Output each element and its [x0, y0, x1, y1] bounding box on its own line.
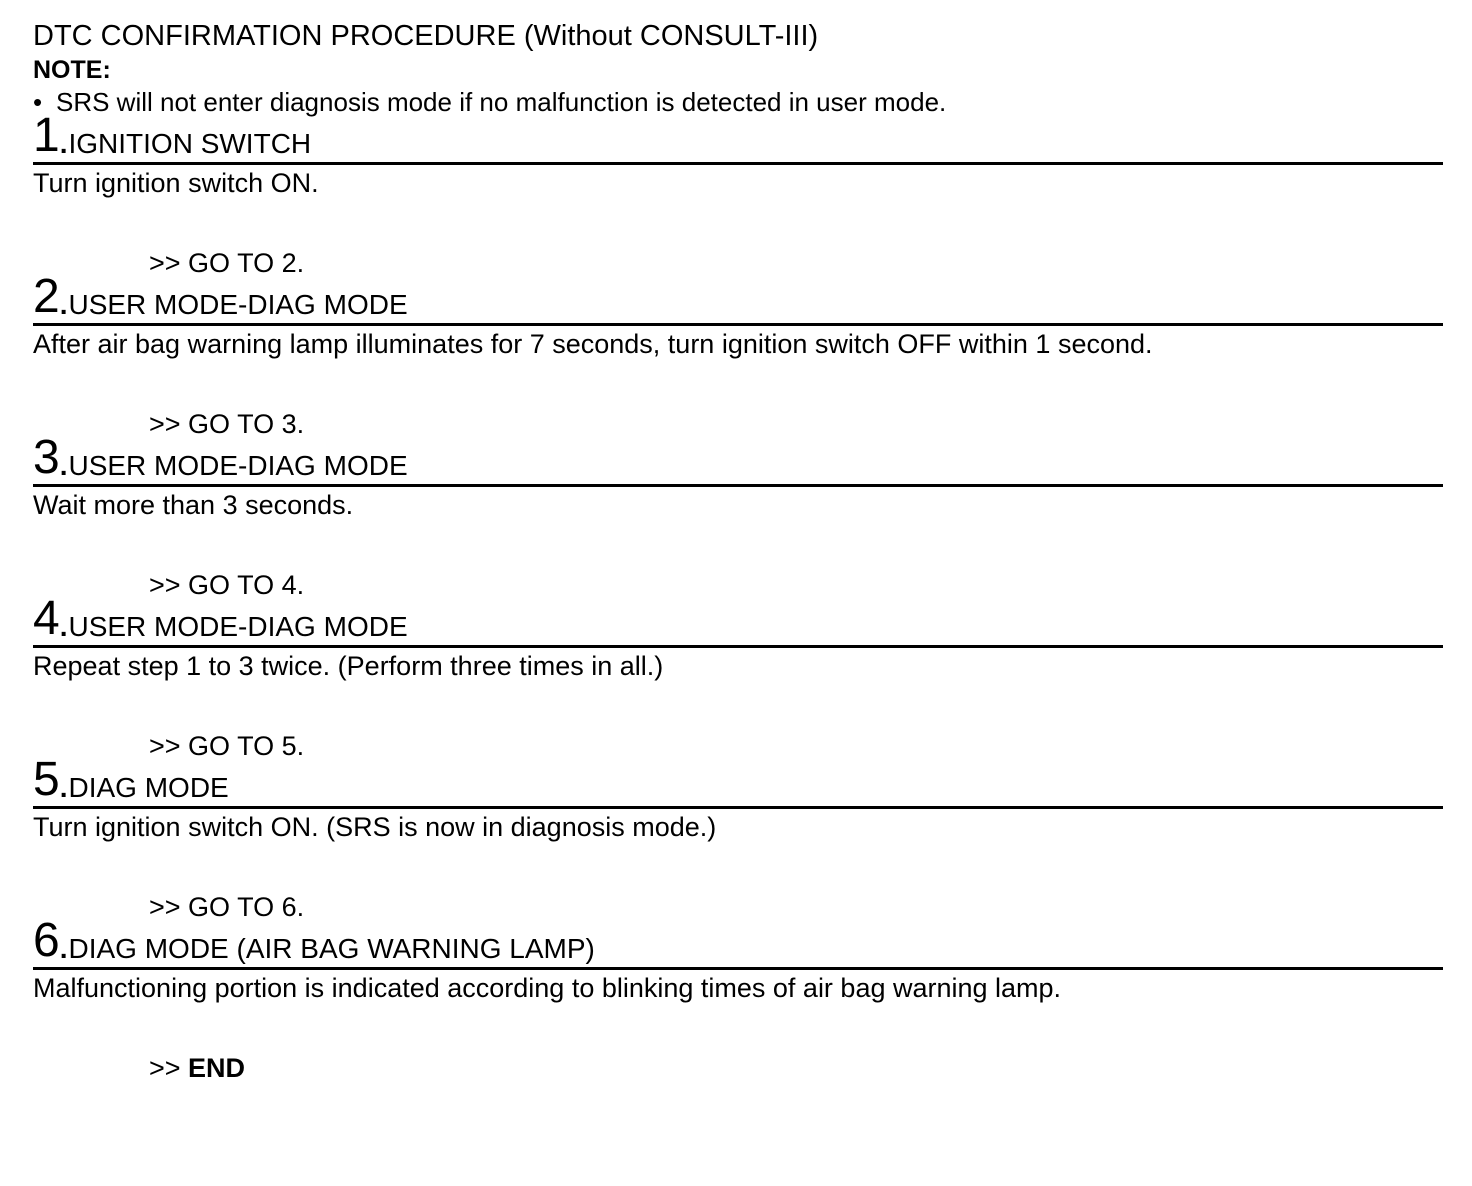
goto-target: GO TO 2.: [188, 248, 305, 278]
step-5: [33, 750, 1443, 923]
goto-target: GO TO 4.: [188, 570, 305, 600]
step-instruction: Turn ignition switch ON. (SRS is now in diagnosis mode.): [33, 812, 717, 842]
step-instruction: After air bag warning lamp illuminates for 7 seconds, turn ignition switch OFF within 1 second.: [33, 329, 1153, 359]
goto-prefix: >>: [149, 570, 189, 600]
goto-end: END: [188, 1053, 246, 1083]
goto-prefix: >>: [149, 731, 189, 761]
step-6: [33, 911, 1443, 1084]
step-title: USER MODE-DIAG MODE: [68, 289, 408, 320]
step-header: [33, 106, 1443, 165]
bullet-icon: •: [33, 87, 43, 117]
step-number-dot: .: [59, 933, 68, 964]
step-header: [33, 911, 1443, 970]
step-1: [33, 106, 1443, 279]
step-number: 4: [33, 592, 60, 645]
step-title: DIAG MODE (AIR BAG WARNING LAMP): [68, 933, 595, 964]
goto-prefix: >>: [149, 892, 189, 922]
step-number: 1: [33, 109, 60, 162]
note-item-text: SRS will not enter diagnosis mode if no malfunction is detected in user mode.: [56, 87, 947, 117]
step-number-dot: .: [59, 611, 68, 642]
step-header: [33, 750, 1443, 809]
step-number-dot: .: [59, 289, 68, 320]
goto-prefix: >>: [149, 409, 189, 439]
step-instruction: Wait more than 3 seconds.: [33, 490, 354, 520]
step-instruction: Turn ignition switch ON.: [33, 168, 319, 198]
goto-target: GO TO 6.: [188, 892, 305, 922]
step-number-dot: .: [59, 450, 68, 481]
step-title: IGNITION SWITCH: [68, 128, 312, 159]
goto-target: GO TO 3.: [188, 409, 305, 439]
step-header: [33, 428, 1443, 487]
step-header: [33, 267, 1443, 326]
document-title: DTC CONFIRMATION PROCEDURE (Without CONSULT-III): [33, 20, 819, 52]
step-title: USER MODE-DIAG MODE: [68, 450, 408, 481]
goto-prefix: >>: [149, 248, 189, 278]
step-instruction: Malfunctioning portion is indicated according to blinking times of air bag warning lamp.: [33, 973, 1062, 1003]
step-4: [33, 589, 1443, 762]
step-instruction: Repeat step 1 to 3 twice. (Perform three times in all.): [33, 651, 664, 681]
step-title: DIAG MODE: [68, 772, 229, 803]
step-header: [33, 589, 1443, 648]
note-label: NOTE:: [33, 56, 111, 84]
step-number: 2: [33, 270, 60, 323]
procedure-page: [33, 18, 1443, 1084]
step-title: USER MODE-DIAG MODE: [68, 611, 408, 642]
goto-target: GO TO 5.: [188, 731, 305, 761]
step-number-dot: .: [59, 128, 68, 159]
step-goto: [149, 1052, 1443, 1084]
step-number-dot: .: [59, 772, 68, 803]
step-number: 3: [33, 431, 60, 484]
step-3: [33, 428, 1443, 601]
step-number: 6: [33, 914, 60, 967]
step-2: [33, 267, 1443, 440]
goto-prefix: >>: [149, 1053, 189, 1083]
step-number: 5: [33, 753, 60, 806]
